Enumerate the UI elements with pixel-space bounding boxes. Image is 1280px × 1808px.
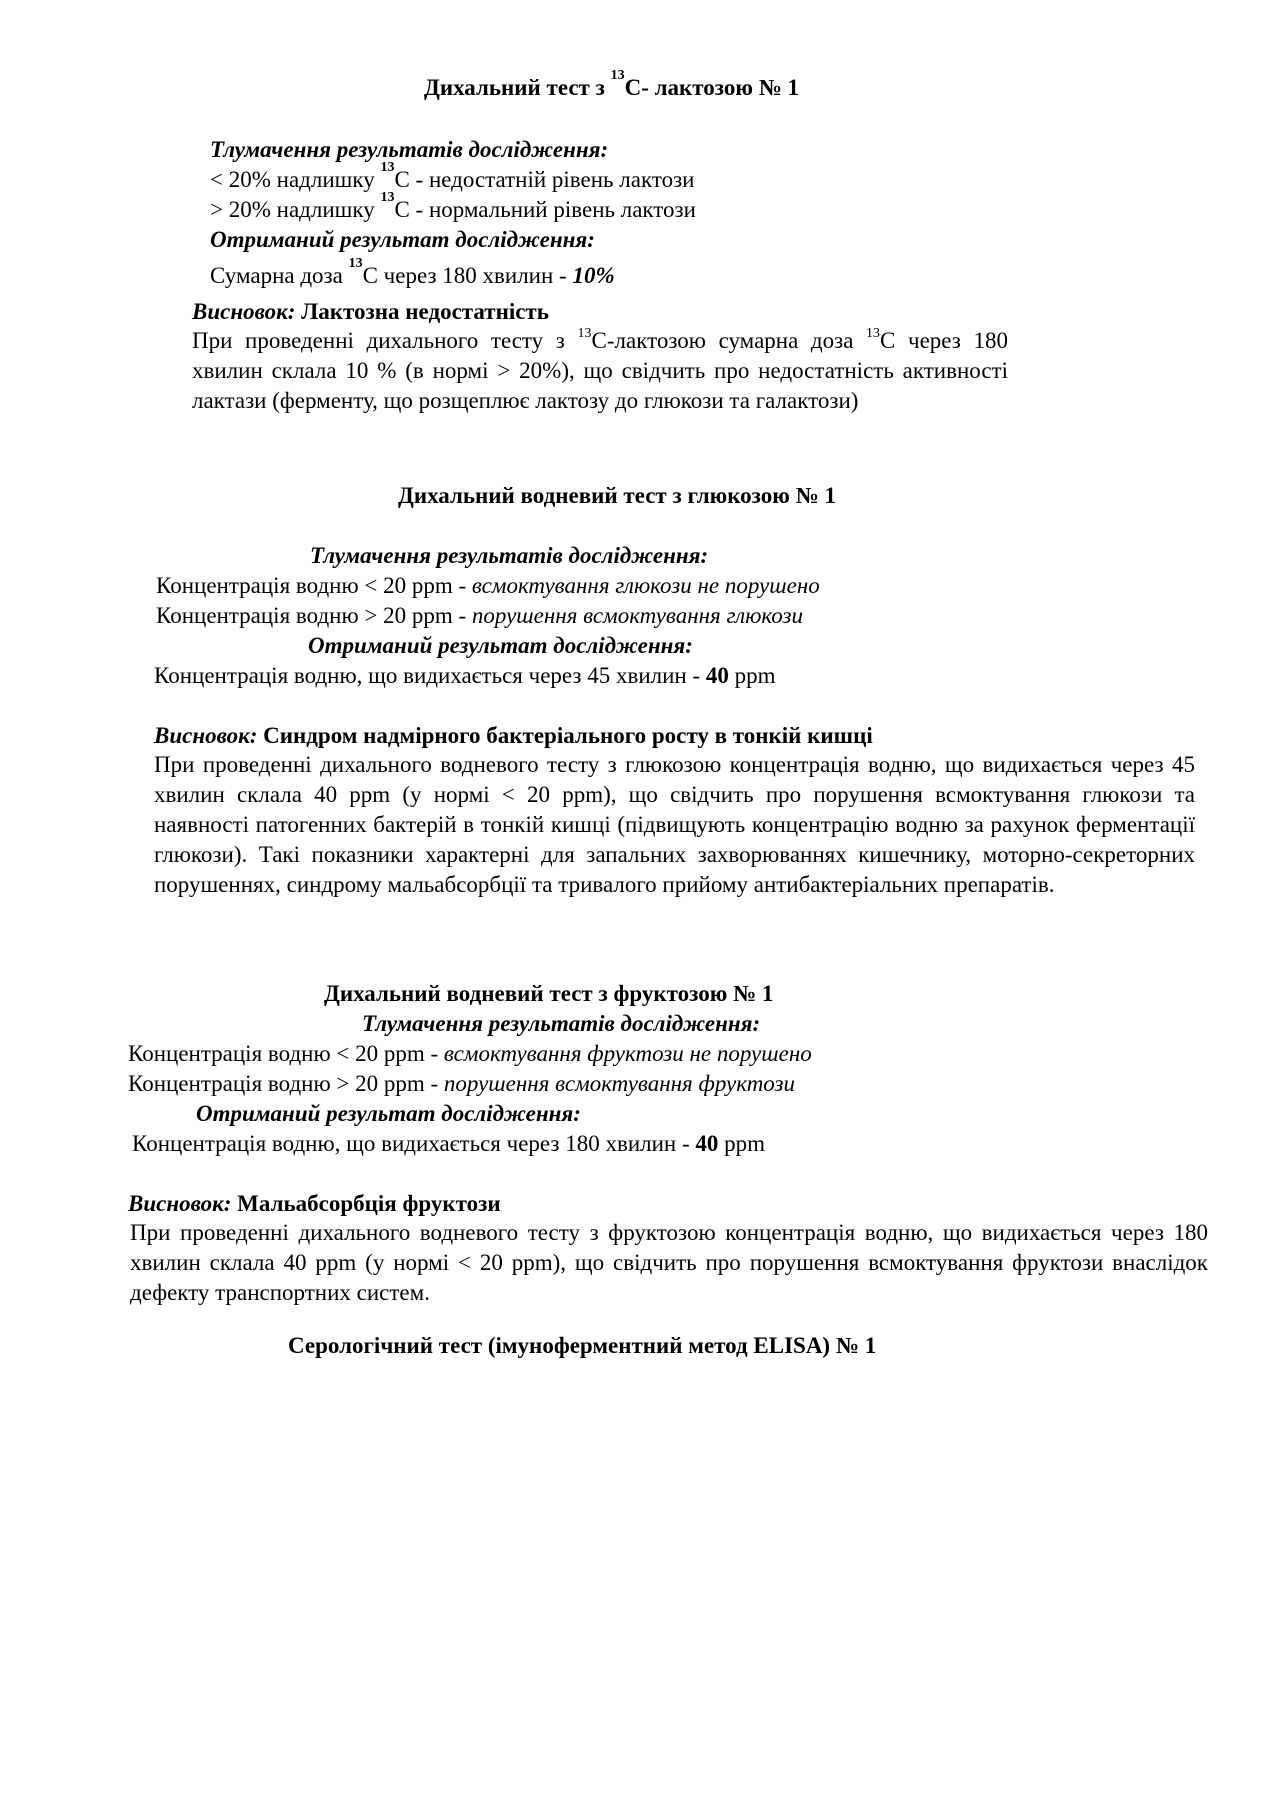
- glucose-result-value: 40: [705, 663, 729, 688]
- glucose-interp-heading: Тлумачення результатів дослідження:: [310, 543, 709, 568]
- fructose-conclusion-paragraph: При проведенні дихального водневого тесту з фруктозою концентрація водню, що видихається через 180 хвилин склала 40 ppm (у нормі < 20 ppm), що свідчить про порушення всмоктування фруктози внаслідок дефекту транспортних систем.: [130, 1220, 1208, 1305]
- fructose-norm-row-high: Концентрація водню > 20 ppm - порушення всмоктування фруктози: [128, 1071, 795, 1096]
- lactose-norm-row-low: < 20% надлишку $^{13}$C - недостатній рівень лактози: [210, 160, 695, 192]
- lactose-result-line: Сумарна доза $^{13}$C через 180 хвилин - 10%: [210, 256, 615, 288]
- serology-test-title: Серологічний тест (імуноферментний метод ELISA) № 1: [288, 1333, 877, 1358]
- lactose-conclusion: Висновок: Лактозна недостатність: [192, 299, 549, 324]
- glucose-test-title: Дихальний водневий тест з глюкозою № 1: [398, 483, 836, 508]
- glucose-conclusion-paragraph: При проведенні дихального водневого тесту з глюкозою концентрація водню, що видихається через 45 хвилин склала 40 ppm (у нормі < 20 ppm), що свідчить про порушення всмоктування глюкози та наявності патогенних бактерій в тонкій кишці (підвищують концентрацію водню за рахунок ферментації глюкози). Такі показники характерні для запальних захворюваннях кишечнику, моторно-секреторних порушеннях, синдрому мальабсорбції та тривалого прийому антибактеріальних препаратів.: [154, 752, 1195, 897]
- fructose-test-title: Дихальний водневий тест з фруктозою № 1: [324, 981, 774, 1006]
- glucose-norm-row-low: Концентрація водню < 20 ppm - всмоктування глюкози не порушено: [156, 573, 820, 598]
- lactose-conclusion-paragraph: При проведенні дихального тесту з $^{13}$C-лактозою сумарна доза $^{13}$C через 180 хвилин склала 10 % (в нормі > 20%), що свідчить про недостатність активності лактази (ферменту, що розщеплює лактозу до глюкози та галактози): [192, 326, 1008, 413]
- glucose-result-line: Концентрація водню, що видихається через 45 хвилин - 40 ppm: [154, 663, 776, 688]
- glucose-norm-row-high: Концентрація водню > 20 ppm - порушення всмоктування глюкози: [156, 603, 803, 628]
- lactose-interp-heading: Тлумачення результатів дослідження:: [210, 137, 609, 162]
- lactose-result-value: 10%: [572, 263, 615, 288]
- fructose-result-line: Концентрація водню, що видихається через 180 хвилин - 40 ppm: [132, 1131, 766, 1156]
- fructose-norm-row-low: Концентрація водню < 20 ppm - всмоктування фруктози не порушено: [128, 1041, 812, 1066]
- fructose-interp-heading: Тлумачення результатів дослідження:: [362, 1011, 761, 1036]
- lactose-result-heading: Отриманий результат дослідження:: [210, 227, 595, 252]
- fructose-conclusion: Висновок: Мальабсорбція фруктози: [128, 1191, 501, 1216]
- glucose-conclusion: Висновок: Синдром надмірного бактеріального росту в тонкій кишці: [154, 723, 873, 748]
- lactose-test-title: Дихальний тест з $^{13}$C- лактозою № 1: [424, 68, 800, 100]
- glucose-result-heading: Отриманий результат дослідження:: [308, 633, 693, 658]
- fructose-result-heading: Отриманий результат дослідження:: [196, 1101, 581, 1126]
- lactose-norm-row-high: > 20% надлишку $^{13}$C - нормальний рівень лактози: [210, 190, 696, 222]
- fructose-result-value: 40: [695, 1131, 719, 1156]
